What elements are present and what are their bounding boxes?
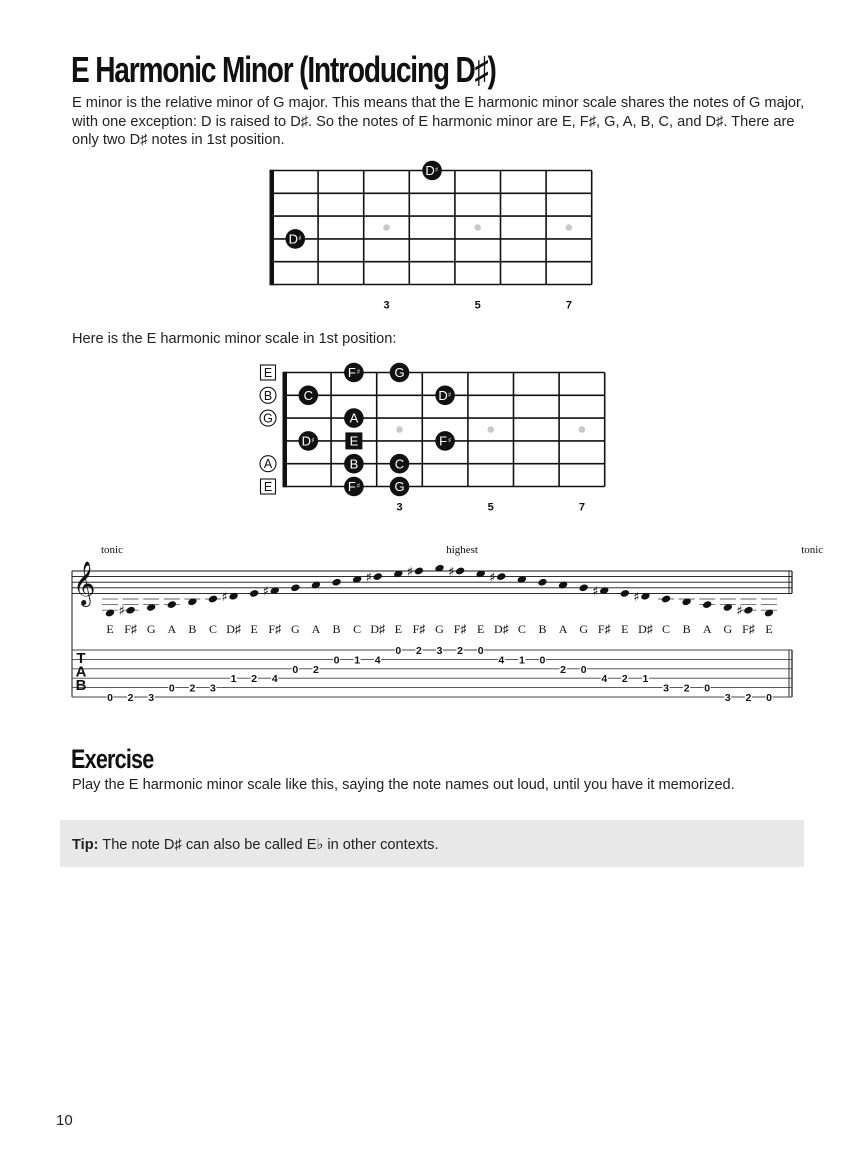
fret-number-label: 3	[396, 501, 403, 514]
note-name-label: G	[579, 622, 588, 636]
tab-letter-T: T	[76, 650, 86, 667]
tab-fret-number: 4	[498, 654, 505, 667]
note-label: G	[394, 479, 405, 495]
note-name-label: D♯	[226, 622, 241, 636]
note-label: F	[347, 479, 356, 495]
note-name-label: A	[311, 622, 321, 636]
note-name-label: B	[538, 622, 547, 636]
scale-note	[658, 594, 674, 694]
scale-note	[407, 565, 425, 657]
notehead	[455, 566, 465, 575]
tab-fret-number: 2	[560, 663, 566, 676]
sharp-sign: ♯	[447, 436, 452, 445]
tab-fret-number: 0	[168, 682, 175, 695]
annotation-tonic: tonic	[101, 544, 123, 556]
string-label-text: E	[263, 480, 273, 494]
note-name-label: E	[765, 622, 773, 636]
note-name-label: C	[662, 622, 671, 636]
exercise-heading: Exercise	[71, 744, 154, 774]
exercise-paragraph: Play the E harmonic minor scale like this, saying the note names out loud, until you have it memorized.	[72, 777, 735, 793]
string-label-text: B	[263, 388, 273, 403]
tip-label: Tip:	[72, 837, 99, 853]
note-label: C	[394, 456, 405, 472]
tab-fret-number: 2	[251, 673, 258, 686]
tab-fret-number: 2	[313, 663, 319, 676]
tab-fret-number: 4	[271, 673, 278, 686]
tab-fret-number: 0	[395, 645, 402, 657]
scale-note	[434, 564, 444, 657]
tab-fret-number: 3	[148, 692, 155, 704]
note-label: D	[438, 387, 448, 403]
notehead	[208, 594, 218, 603]
notehead	[331, 578, 341, 587]
tab-fret-number: 0	[704, 682, 711, 695]
scale-note	[366, 571, 385, 667]
tab-fret-number: 1	[230, 673, 237, 686]
scale-intro-paragraph: Here is the E harmonic minor scale in 1st position:	[72, 331, 397, 347]
sharp-sign: ♯	[298, 234, 302, 243]
tab-fret-number: 0	[477, 645, 484, 657]
note-name-label: E	[477, 622, 485, 636]
sharp-accidental: ♯	[365, 570, 372, 586]
note-name-label: E	[106, 622, 114, 636]
tab-fret-number: 2	[745, 692, 752, 704]
note-name-label: D♯	[370, 622, 386, 636]
string-label-text: E	[263, 366, 273, 380]
note-label: F	[439, 433, 448, 449]
sharp-accidental: ♯	[262, 584, 269, 600]
tab-fret-number: 3	[436, 645, 443, 657]
scale-note	[331, 578, 341, 667]
scale-note	[143, 599, 159, 704]
note-name-label: G	[146, 622, 156, 636]
note-name-label: E	[250, 622, 258, 636]
scale-note	[537, 578, 547, 667]
notehead	[620, 589, 630, 598]
notehead	[661, 594, 671, 603]
note-name-label: G	[723, 622, 733, 636]
notehead	[249, 589, 259, 598]
note-name-label: E	[621, 622, 629, 636]
scale-note	[164, 599, 180, 695]
scale-note	[448, 565, 466, 657]
tab-letter-B: B	[75, 677, 87, 694]
scale-note	[761, 599, 777, 704]
note-label: D	[288, 231, 298, 247]
note-name-label: F♯	[412, 622, 426, 636]
sharp-sign: ♯	[311, 436, 315, 445]
fret-number-label: 3	[383, 299, 390, 312]
tab-fret-number: 0	[580, 663, 587, 676]
tab-fret-number: 2	[415, 645, 422, 657]
sharp-sign: ♯	[447, 390, 452, 399]
scale-note	[736, 599, 756, 704]
note-name-label: B	[188, 622, 197, 636]
scale-note	[578, 583, 588, 676]
scale-note	[517, 575, 527, 667]
fret-number-label: 5	[487, 501, 494, 514]
note-label: F	[347, 365, 356, 381]
tab-fret-number: 4	[374, 654, 381, 667]
tip-text	[72, 836, 439, 853]
scale-note	[102, 599, 118, 704]
note-label: G	[394, 365, 405, 381]
scale-note	[558, 580, 568, 675]
intro-paragraph: E minor is the relative minor of G major. This means that the E harmonic minor scale shares the notes of G major, with one exception: D is raised to D♯. So the notes of E harmonic minor are E, F♯, G, A, B, C, and D♯. There are only two D♯ notes in 1st position.	[72, 95, 805, 148]
tab-fret-number: 2	[189, 682, 196, 695]
tab-fret-number: 1	[518, 654, 525, 667]
scale-note	[633, 590, 652, 685]
note-name-label: C	[353, 622, 362, 636]
scale-note	[290, 583, 300, 676]
sharp-sign: ♯	[356, 482, 361, 490]
notehead	[290, 583, 300, 592]
notehead	[372, 572, 382, 581]
note-name-label: F♯	[597, 622, 611, 636]
note-name-label: D♯	[493, 622, 509, 636]
tab-fret-number: 0	[107, 692, 113, 704]
tab-fret-number: 2	[621, 673, 628, 686]
tip-body: The note D♯ can also be called E♭ in other contexts.	[98, 837, 439, 853]
sharp-accidental: ♯	[633, 590, 640, 606]
treble-clef-icon: 𝄞	[73, 561, 96, 605]
scale-note	[720, 599, 736, 704]
notehead	[743, 606, 753, 615]
tip-box	[60, 820, 804, 867]
tab-fret-number: 1	[354, 654, 361, 667]
scale-note	[352, 575, 362, 667]
page-title: E Harmonic Minor (Introducing D♯)	[71, 49, 496, 90]
scale-note	[679, 597, 695, 694]
scale-note	[489, 571, 508, 667]
note-name-label: F♯	[268, 622, 282, 636]
string-label-text: G	[263, 411, 273, 426]
note-label: E	[349, 433, 359, 449]
note-label: A	[349, 410, 359, 426]
note-name-label: G	[435, 622, 444, 636]
scale-note	[249, 589, 259, 685]
fret-number-label: 7	[565, 299, 572, 312]
notehead	[125, 606, 135, 615]
tab-fret-number: 0	[333, 654, 340, 667]
tab-fret-number: 0	[539, 654, 546, 667]
note-name-label: F♯	[453, 622, 467, 636]
note-label: D	[301, 433, 311, 449]
note-name-label: B	[332, 622, 341, 636]
note-name-label: B	[682, 622, 691, 636]
note-name-label: D♯	[638, 622, 653, 636]
fret-number-label: 7	[578, 501, 585, 514]
sharp-accidental: ♯	[221, 590, 228, 606]
notehead	[496, 572, 506, 581]
sharp-accidental: ♯	[447, 565, 455, 580]
tab-fret-number: 2	[683, 682, 690, 695]
note-name-label: G	[291, 622, 300, 636]
sharp-accidental: ♯	[592, 584, 599, 600]
note-name-label: A	[167, 622, 177, 636]
notehead	[414, 566, 424, 575]
note-name-label: A	[558, 622, 568, 636]
tab-fret-number: 1	[642, 673, 649, 686]
tab-letter-A: A	[75, 663, 87, 681]
notehead	[167, 600, 177, 609]
note-name-label: F♯	[742, 622, 755, 636]
tab-fret-number: 4	[601, 673, 608, 686]
annotation-highest: highest	[446, 544, 478, 556]
note-name-label: C	[517, 622, 526, 636]
scale-note	[263, 585, 281, 686]
sharp-sign: ♯	[356, 368, 361, 376]
annotation-tonic: tonic	[801, 544, 824, 556]
string-label-text: A	[263, 457, 273, 472]
scale-note	[311, 580, 321, 675]
notehead	[578, 583, 588, 592]
tab-fret-number: 3	[663, 682, 669, 695]
notehead	[702, 600, 712, 609]
tab-fret-number: 2	[127, 692, 134, 704]
sharp-sign: ♯	[434, 166, 439, 174]
sharp-accidental: ♯	[489, 570, 496, 586]
scale-note	[620, 589, 630, 685]
scale-note	[118, 599, 138, 704]
tab-fret-number: 3	[724, 692, 731, 704]
note-name-label: E	[394, 622, 402, 636]
note-name-label: A	[702, 622, 712, 636]
note-name-label: C	[208, 622, 217, 636]
note-label: D	[425, 163, 435, 179]
tab-fret-number: 0	[292, 663, 299, 676]
scale-note	[205, 594, 221, 694]
scale-note	[221, 590, 240, 685]
notehead	[537, 578, 547, 587]
note-name-label: F♯	[124, 622, 137, 636]
note-label: B	[349, 456, 359, 472]
sharp-accidental: ♯	[736, 604, 743, 620]
tab-fret-number: 0	[766, 692, 772, 704]
fret-number-label: 5	[474, 299, 481, 312]
scale-note	[184, 597, 200, 694]
tab-fret-number: 3	[210, 682, 216, 695]
sharp-accidental: ♯	[118, 604, 125, 620]
tab-fret-number: 2	[457, 645, 464, 657]
scale-note	[592, 585, 610, 686]
page-number: 10	[56, 1112, 73, 1129]
note-label: C	[303, 387, 313, 403]
sharp-accidental: ♯	[406, 565, 414, 580]
scale-note	[699, 599, 715, 695]
